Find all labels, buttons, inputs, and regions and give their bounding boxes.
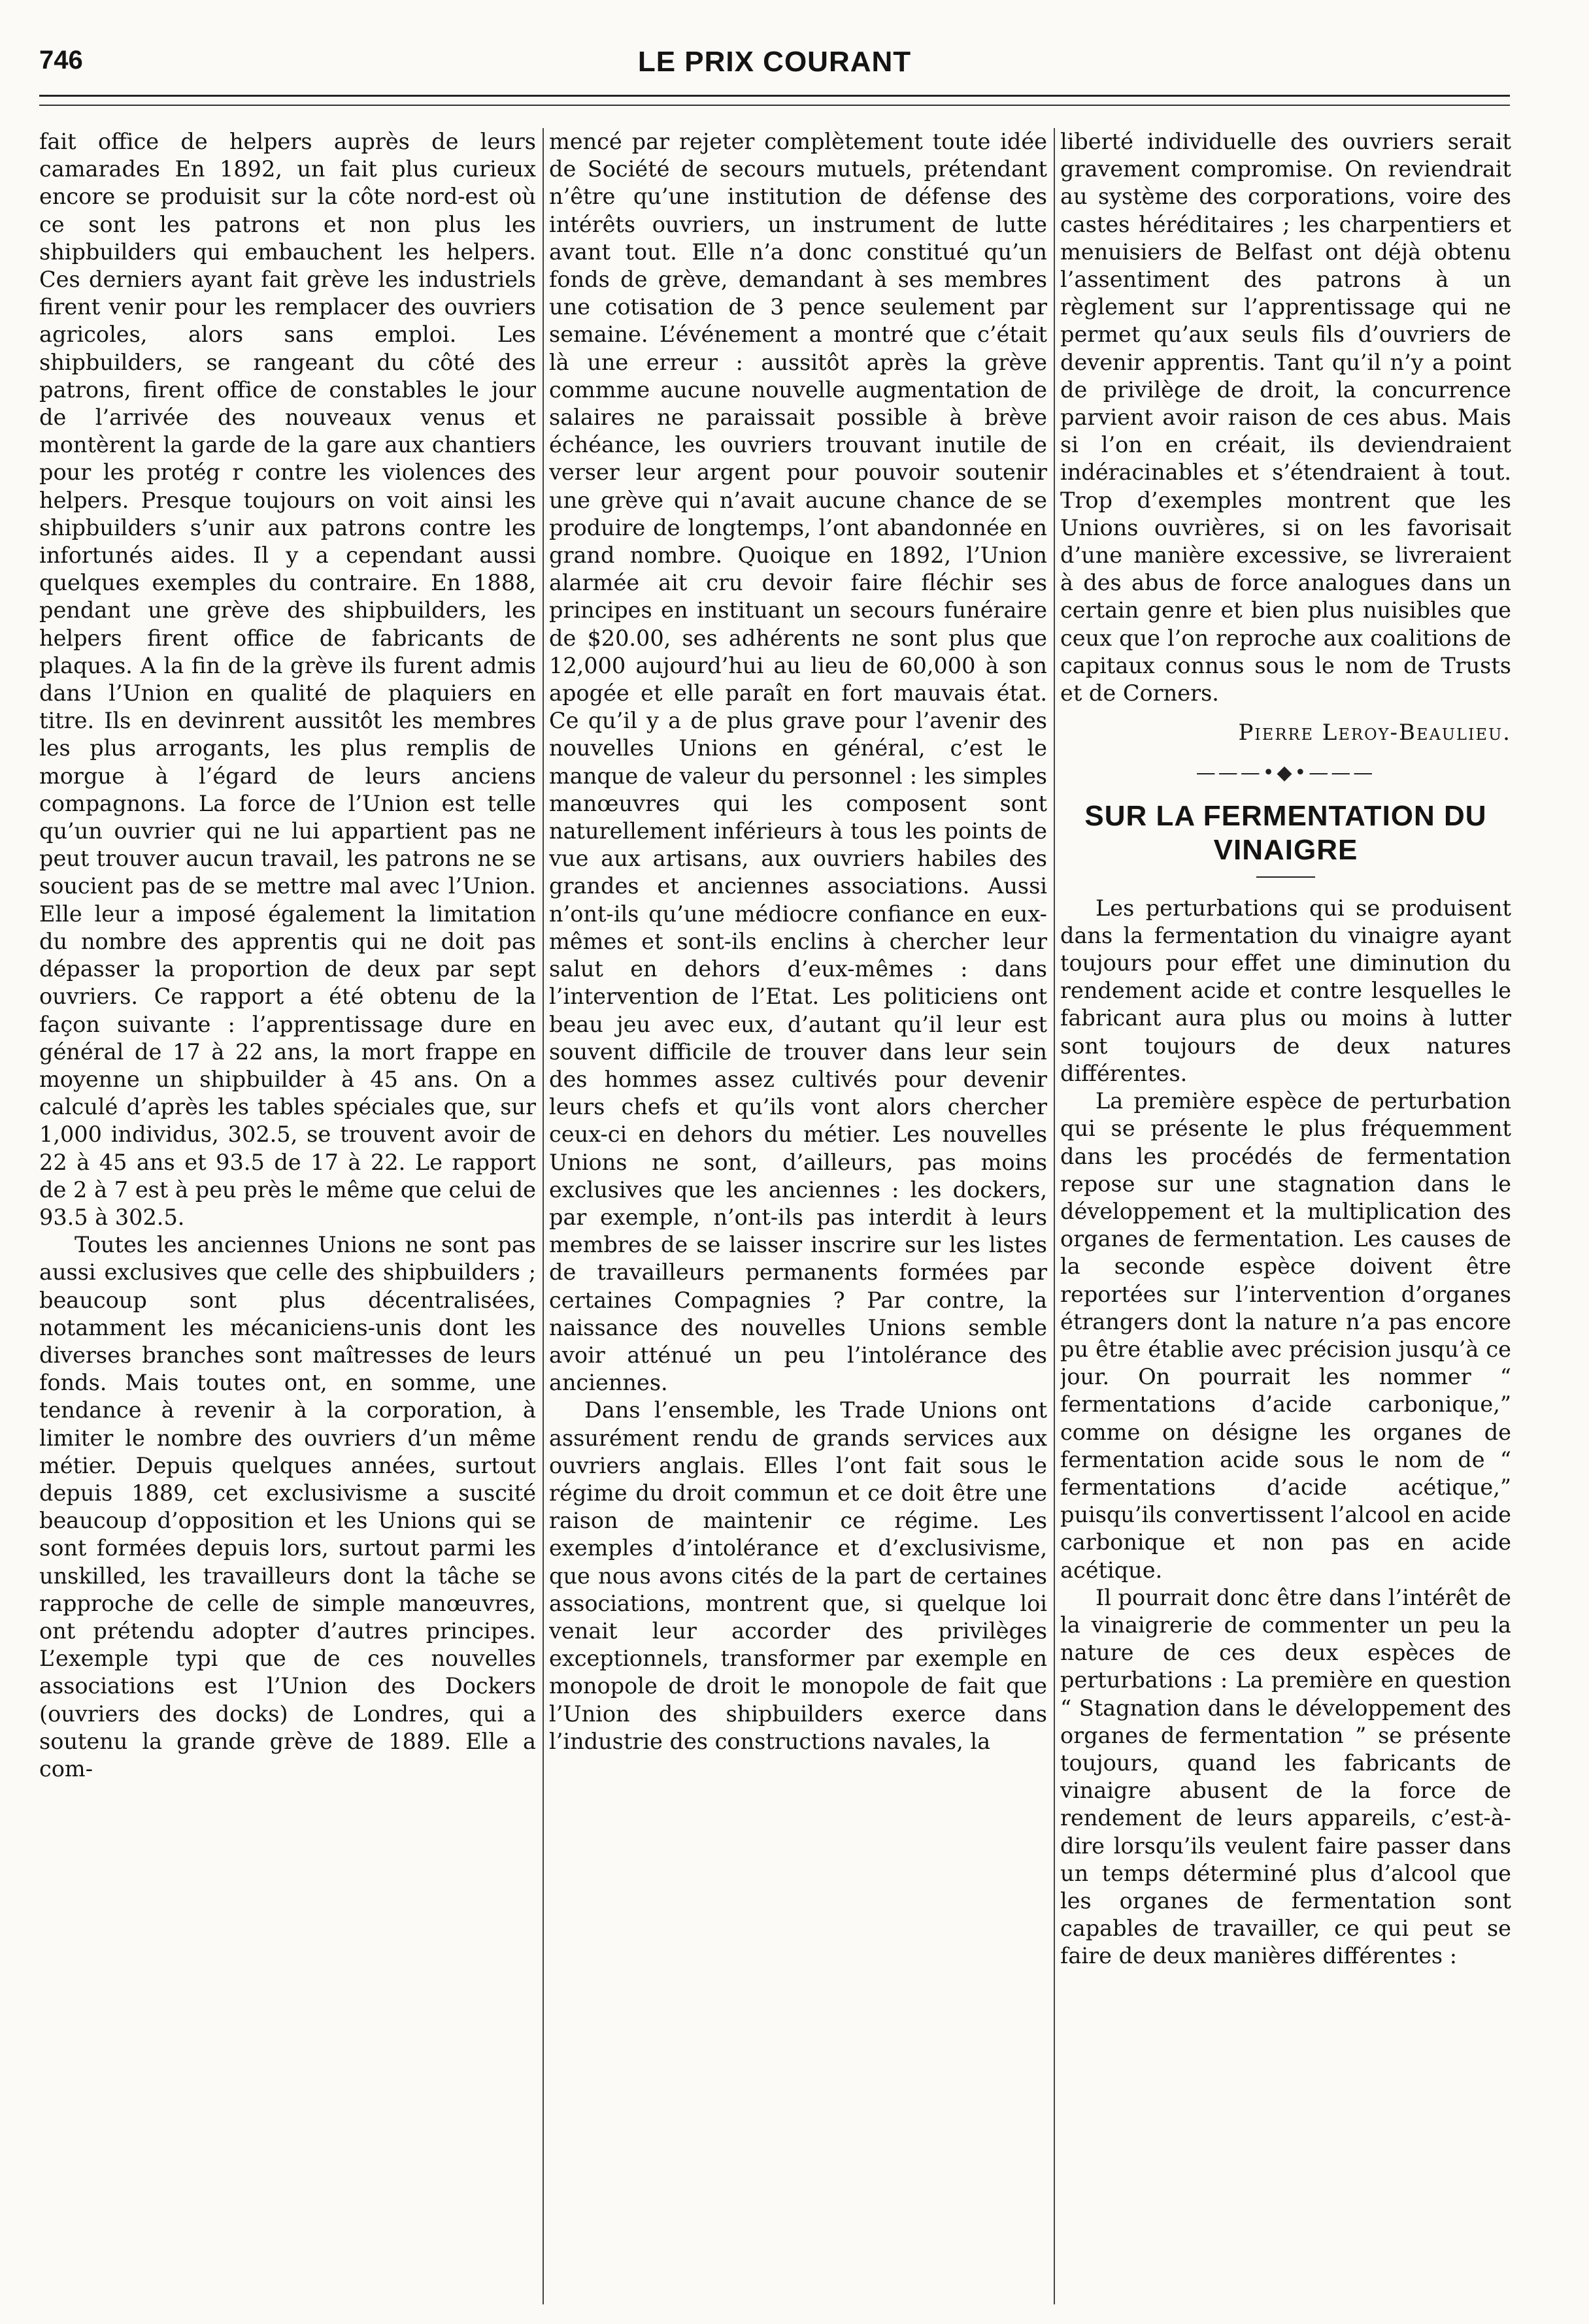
title-rule [1256,876,1315,878]
paragraph: La première espèce de perturbation qui se présente le plus fréquemment dans les procédés de fermentation repose sur une stagnation dans le développement et la multiplication des organes de fermentation. Les causes de la seconde espèce doivent être reportées sur l’intervention d’organes étrangers dont la nature n’a pas encore pu être établie avec précision jusqu’à ce jour. On pourrait les nommer “ fermentations d’acide carbonique,” comme on désigne les organes de fermentation acide sous le nom de “ fermentations d’acide acétique,” puisqu’ils convertissent l’alcool en acide carbonique et non pas en acide acétique. [1060,1088,1511,1583]
paragraph: mencé par rejeter complètement toute idée de Société de secours mutuels, prétendant n’être qu’une institution de défense des intérêts ouvriers, un instrument de lutte avant tout. Elle n’a donc constitué qu’un fonds de grève, demandant à ses membres une cotisation de 3 pence seulement par semaine. L’événement a montré que c’était là une erreur : aussitôt après la grève commme aucune nouvelle augmentation de salaires ne paraissait possible à brève échéance, les ouvriers trouvant inutile de verser leur argent pour pouvoir soutenir une grève qui n’avait aucune chance de se produire de longtemps, l’ont abandonnée en grand nombre. Quoique en 1892, l’Union alarmée ait cru devoir faire fléchir ses principes en instituant un secours funéraire de $20.00, ses adhérents ne sont plus que 12,000 aujourd’hui au lieu de 60,000 à son apogée et elle paraît en fort mauvais état. Ce qu’il y a de plus grave pour l’avenir des nouvelles Unions en général, c’est le manque de valeur du personnel : les simples manœuvres qui les composent sont naturellement inférieurs à tous les points de vue aux artisans, aux ouvriers habiles des grandes et anciennes associations. Aussi n’ont-ils qu’une médiocre confiance en eux-mêmes et sont-ils enclins à chercher leur salut en dehors d’eux-mêmes : dans l’intervention de l’Etat. Les politiciens ont beau jeu avec eux, d’autant qu’il leur est souvent difficile de trouver dans leur sein des hommes assez cultivés pour devenir leurs chefs et qu’ils vont alors chercher ceux-ci en dehors du métier. Les nouvelles Unions ne sont, d’ailleurs, pas moins exclusives que les anciennes : les dockers, par exemple, n’ont-ils pas interdit à leurs membres de se laisser inscrire sur les listes de travailleurs permanents formées par certaines Compagnies ? Par contre, la naissance des nouvelles Unions semble avoir atténué un peu l’intolérance des anciennes. [549,129,1047,1396]
paragraph: fait office de helpers auprès de leurs camarades En 1892, un fait plus curieux encore se produisit sur la côte nord-est où ce sont les patrons et non plus les shipbuilders qui embauchent les helpers. Ces derniers ayant fait grève les industriels firent venir pour les remplacer des ouvriers agricoles, alors sans emploi. Les shipbuilders, se rangeant du côté des patrons, firent office de constables le jour de l’arrivée des nouveaux venus et montèrent la garde de la gare aux chantiers pour les protég r contre les violences des helpers. Presque toujours on voit ainsi les shipbuilders s’unir aux patrons contre les infortunés aides. Il y a cependant aussi quelques exemples du contraire. En 1888, pendant une grève des shipbuilders, les helpers firent office de fabricants de plaques. A la fin de la grève ils furent admis dans l’Union en qualité de plaquiers en titre. Ils en devinrent aussitôt les membres les plus arrogants, les plus remplis de morgue à l’égard de leurs anciens compagnons. La force de l’Union est telle qu’un ouvrier qui ne lui appartient pas ne peut trouver aucun travail, les patrons ne se soucient pas de se mettre mal avec l’Union. Elle leur a imposé également la limitation du nombre des apprentis qui ne doit pas dépasser la proportion de deux par sept ouvriers. Ce rapport a été obtenu de la façon suivante : l’apprentissage dure en général de 17 à 22 ans, la mort frappe en moyenne un shipbuilder à 45 ans. On a calculé d’après les tables spéciales que, sur 1,000 individus, 302.5, se trouvent avoir de 22 à 45 ans et 93.5 de 17 à 22. Le rapport de 2 à 7 est à peu près le même que celui de 93.5 à 302.5. [39,129,536,1230]
paragraph: Les perturbations qui se produisent dans la fermentation du vinaigre ayant toujours pour effet une diminution du rendement acide et contre lesquelles le fabricant aura plus ou moins à lutter sont toujours de deux natures différentes. [1060,895,1511,1086]
running-title: LE PRIX COURANT [637,46,912,78]
page-header [39,46,1510,91]
ornament-divider: ———•◆•——— [1196,761,1376,785]
page-number: 746 [39,46,83,75]
column-3 [1060,128,1511,2304]
column-divider [1054,128,1055,2304]
header-rule-thin [39,105,1510,106]
paragraph: Il pourrait donc être dans l’intérêt de la vinaigrerie de commenter un peu la nature de ces deux espèces de perturbations : La première en question “ Stagnation dans le développement des organes de fermentation ” se présente toujours, quand les fabricants de vinaigre abusent de la force de rendement de leurs appareils, c’est-à-dire lorsqu’ils veulent faire passer dans un temps déterminé plus d’alcool que les organes de fermentation sont capables de travailler, ce qui peut se faire de deux manières différentes : [1060,1584,1511,1969]
paragraph: liberté individuelle des ouvriers serait gravement compromise. On reviendrait au système des corporations, voire des castes héréditaires ; les charpentiers et menuisiers de Belfast ont déjà obtenu l’assentiment des patrons à un règlement sur l’apprentissage qui ne permet qu’aux seuls fils d’ouvriers de devenir apprentis. Tant qu’il n’y a point de privilège de droit, la concurrence parvient avoir raison de ces abus. Mais si l’on en créait, ils deviendraient indéracinables et s’étendraient à tout. Trop d’exemples montrent que les Unions ouvrières, si on les favorisait d’une manière excessive, se livreraient à des abus de force analogues dans un certain genre et bien plus nuisibles que ceux que l’on reproche aux coalitions de capitaux connus sous le nom de Trusts et de Corners. [1060,129,1511,706]
paragraph: Toutes les anciennes Unions ne sont pas aussi exclusives que celle des shipbuilders ; beaucoup sont plus décentralisées, notamment les mécaniciens-unis dont les diverses branches sont maîtresses de leurs fonds. Mais toutes ont, en somme, une tendance à revenir à la corporation, à limiter le nombre des ouvriers d’un même métier. Depuis quelques années, surtout depuis 1889, cet exclusivisme a suscité beaucoup d’opposition et les Unions qui se sont formées depuis lors, surtout parmi les unskilled, les travailleurs dont la tâche se rapproche de celle de simple manœuvres, ont prétendu adopter d’autres principes. L’exemple typi que de ces nouvelles associations est l’Union des Dockers (ouvriers des docks) de Londres, qui a soutenu la grande grève de 1889. Elle a com- [39,1232,536,1782]
column-2 [549,128,1047,2304]
column-1 [39,128,536,2304]
paragraph: Dans l’ensemble, les Trade Unions ont assurément rendu de grands services aux ouvriers anglais. Elles l’ont fait sous le régime du droit commun et ce doit être une raison de maintenir ce régime. Les exemples d’intolérance et d’exclusivisme, que nous avons cités de la part de certaines associations, montrent que, si quelque loi venait leur accorder des privilèges exceptionnels, transformer par exemple en monopole de droit le monopole de fait que l’Union des shipbuilders exerce dans l’industrie des constructions navales, la [549,1397,1047,1754]
section-title: SUR LA FERMENTATION DU VINAIGRE [1084,799,1487,866]
author-signature: Pierre Leroy-Beaulieu. [1238,720,1511,746]
header-rule [39,95,1510,97]
column-divider [543,128,544,2304]
